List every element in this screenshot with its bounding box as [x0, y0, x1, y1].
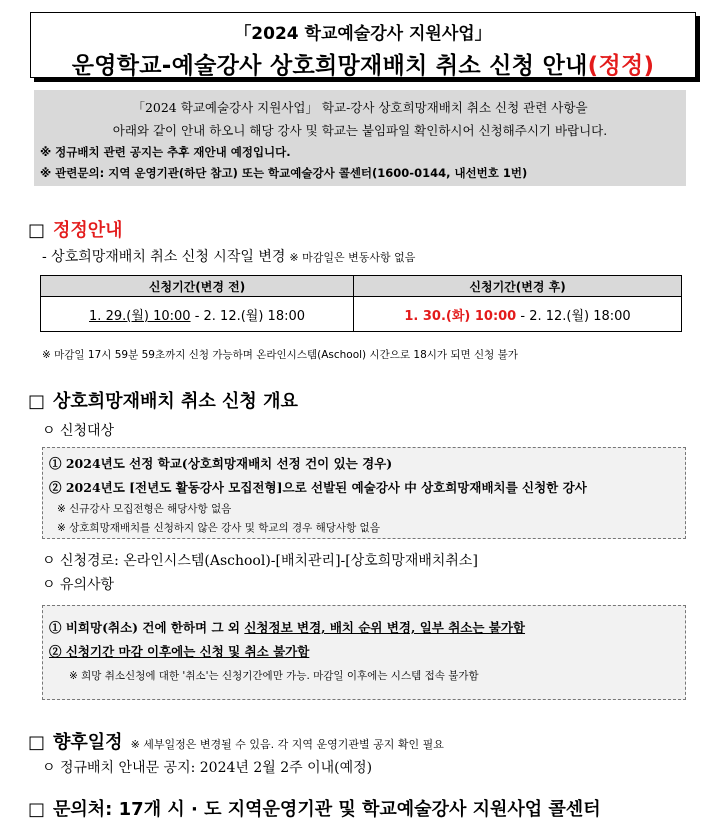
period-before: 1. 29.(월) 10:00 - 2. 12.(월) 18:00 [41, 297, 354, 332]
title-box [30, 12, 696, 78]
caution-1: ① 비희망(취소) 건에 한하며 그 외 신청정보 변경, 배치 순위 변경, 일부 취소는 불가함 [49, 620, 526, 635]
page-title: 운영학교-예술강사 상호희망재배치 취소 신청 안내(정정) [71, 53, 655, 79]
caution-label: ㅇ 유의사항 [42, 577, 115, 593]
route-line: ㅇ 신청경로: 온라인시스템(Aschool)-[배치관리]-[상호희망재배치취소] [42, 553, 478, 569]
correction-label: (정정) [587, 53, 655, 79]
header-after: 신청기간(변경 후) [354, 276, 682, 297]
target-note-1: ※ 신규강사 모집전형은 해당사항 없음 [57, 503, 232, 515]
target-box [42, 447, 686, 539]
target-1: ① 2024년도 선정 학교(상호희망재배치 선정 건이 있는 경우) [49, 456, 393, 471]
title-subtitle: 「2024 학교예술강사 지원사업」 [234, 24, 492, 44]
notice-paragraph-1: 「2024 학교예술강사 지원사업」 학교-강사 상호희망재배치 취소 신청 관련 사항을 [132, 100, 588, 115]
header-before: 신청기간(변경 전) [41, 276, 354, 297]
notice-note-2: ※ 관련문의: 지역 운영기관(하단 참고) 또는 학교예술강사 콜센터(1600-0144, 내선번호 1번) [40, 166, 528, 180]
period-after: 1. 30.(화) 10:00 - 2. 12.(월) 18:00 [354, 297, 682, 332]
section-contact-heading: □ 문의처: 17개 시 · 도 지역운영기관 및 학교예술강사 지원사업 콜센터 [28, 799, 601, 820]
section-schedule-heading: □ 향후일정 ※ 세부일정은 변경될 수 있음. 각 지역 운영기관별 공지 확인 필요 [28, 732, 444, 753]
section-overview-heading: □ 상호희망재배치 취소 신청 개요 [28, 391, 298, 412]
notice-box [34, 90, 686, 186]
deadline-note: ※ 마감일 17시 59분 59초까지 신청 가능하며 온라인시스템(Aschool) 시간으로 18시가 되면 신청 불가 [42, 349, 518, 361]
caution-note: ※ 희망 취소신청에 대한 '취소'는 신청기간에만 가능. 마감일 이후에는 시스템 접속 불가함 [69, 670, 479, 682]
period-table [40, 275, 682, 332]
target-note-2: ※ 상호희망재배치를 신청하지 않은 강사 및 학교의 경우 해당사항 없음 [57, 522, 380, 534]
schedule-line: ㅇ 정규배치 안내문 공지: 2024년 2월 2주 이내(예정) [42, 760, 373, 776]
target-label: ㅇ 신청대상 [42, 423, 115, 439]
target-2: ② 2024년도 [전년도 활동강사 모집전형]으로 선발된 예술강사 中 상호희망재배치를 신청한 강사 [49, 480, 587, 495]
notice-note-1: ※ 정규배치 관련 공지는 추후 재안내 예정입니다. [40, 145, 291, 159]
notice-paragraph-2: 아래와 같이 안내 하오니 해당 강사 및 학교는 붙임파일 확인하시어 신청해주시기 바랍니다. [112, 123, 608, 138]
section-correction-heading: □ 정정안내 [28, 220, 123, 241]
correction-line: - 상호희망재배치 취소 신청 시작일 변경 ※ 마감일은 변동사항 없음 [42, 249, 416, 265]
caution-box [42, 605, 686, 700]
caution-2: ② 신청기간 마감 이후에는 신청 및 취소 불가함 [49, 644, 310, 659]
